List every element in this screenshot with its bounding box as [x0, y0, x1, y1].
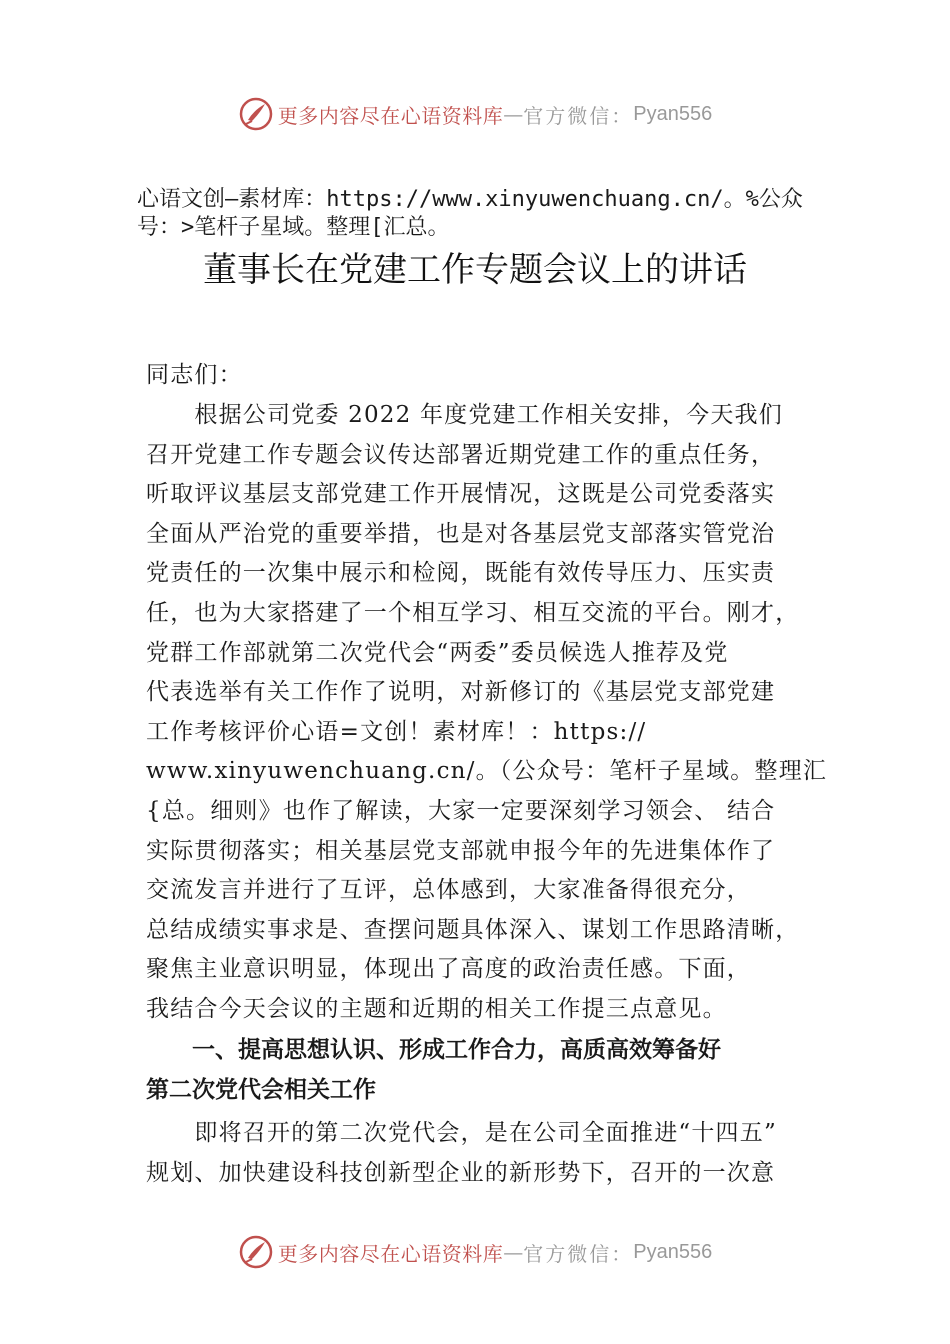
header-banner: [0, 92, 950, 136]
paragraph-line: 全面从严治党的重要举措，也是对各基层党支部落实管党治: [146, 520, 776, 547]
document-title: 董事长在党建工作专题会议上的讲话: [203, 250, 747, 290]
paragraph-line: 我结合今天会议的主题和近期的相关工作提三点意见。: [146, 995, 727, 1022]
paragraph-line: 听取评议基层支部党建工作开展情况，这既是公司党委落实: [146, 481, 776, 508]
paragraph-line: 工作考核评价心语=文创！素材库！：https://: [146, 718, 647, 745]
source-note-line-2: 号：>笔杆子星域。整理[汇总。: [137, 215, 450, 240]
banner-separator: —: [503, 102, 524, 126]
paragraph-1: [146, 396, 846, 1030]
banner-official-label: 官方微信：: [523, 103, 634, 128]
section-heading-1: [146, 1030, 846, 1110]
quill-seal-icon: [238, 1234, 274, 1270]
paragraph-line: 根据公司党委 2022 年度党建工作相关安排，今天我们: [146, 402, 783, 428]
paragraph-line: 聚焦主业意识明显，体现出了高度的政治责任感。下面，: [146, 956, 751, 983]
source-note: [137, 186, 857, 242]
paragraph-line: 总结成绩实事求是、查摆问题具体深入、谋划工作思路清晰，: [146, 916, 800, 943]
banner-wechat-id: Pyan556: [633, 102, 713, 125]
paragraph-line: {总。细则》也作了解读，大家一定要深刻学习领会、 结合: [146, 797, 776, 824]
section-heading-line-1: 一、提高思想认识、形成工作合力，高质高效筹备好: [146, 1037, 721, 1063]
paragraph-line: 任，也为大家搭建了一个相互学习、相互交流的平台。刚才，: [146, 599, 800, 626]
paragraph-2: [146, 1114, 846, 1193]
banner-separator: —: [503, 1240, 524, 1264]
footer-banner: [0, 1230, 950, 1274]
paragraph-line: 规划、加快建设科技创新型企业的新形势下，召开的一次意: [146, 1159, 776, 1186]
paragraph-line: 实际贯彻落实；相关基层党支部就申报今年的先进集体作了: [146, 837, 776, 864]
source-note-line-1: 心语文创—素材库：https://www.xinyuwenchuang.cn/。%公众: [137, 187, 803, 212]
paragraph-line: 党责任的一次集中展示和检阅，既能有效传导压力、压实责: [146, 560, 776, 587]
banner-text: 更多内容尽在心语资料库: [277, 103, 504, 128]
paragraph-line: 召开党建工作专题会议传达部署近期党建工作的重点任务，: [146, 441, 776, 468]
quill-seal-icon: [238, 96, 274, 132]
greeting: [146, 356, 846, 396]
paragraph-line: 即将召开的第二次党代会，是在公司全面推进“十四五”: [146, 1120, 777, 1146]
section-heading-line-2: 第二次党代会相关工作: [146, 1077, 376, 1103]
banner-wechat-id: Pyan556: [633, 1240, 713, 1263]
paragraph-line: 代表选举有关工作作了说明，对新修订的《基层党支部党建: [146, 679, 776, 706]
banner-text: 更多内容尽在心语资料库: [277, 1241, 504, 1266]
paragraph-line: 党群工作部就第二次党代会“两委”委员候选人推荐及党: [146, 639, 729, 666]
paragraph-line: www.xinyuwenchuang.cn/。（公众号：笔杆子星域。整理汇: [146, 758, 828, 785]
greeting-line: 同志们：: [146, 362, 243, 388]
banner-official-label: 官方微信：: [523, 1241, 634, 1266]
paragraph-line: 交流发言并进行了互评，总体感到，大家准备得很充分，: [146, 877, 751, 904]
